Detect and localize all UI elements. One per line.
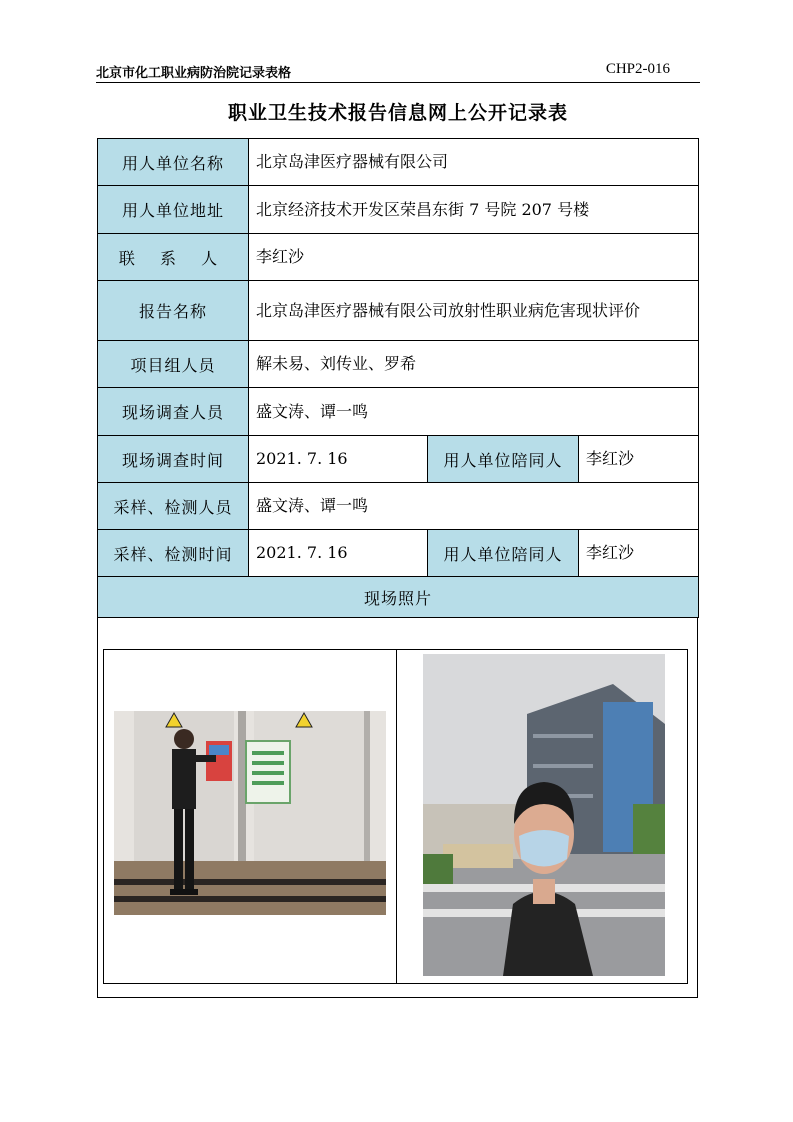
contact-label: 联 系 人 [98,234,249,281]
report-name-label: 报告名称 [98,281,249,341]
contact-value: 李红沙 [249,234,699,281]
sampling-staff-label: 采样、检测人员 [98,483,249,530]
row-sampling-time [98,530,699,577]
row-report-name [98,281,699,341]
row-employer-address [98,186,699,234]
form-title: 职业卫生技术报告信息网上公开记录表 [227,102,568,124]
row-sampling-staff [98,483,699,530]
photo-notice-posting [114,711,386,915]
row-contact [98,234,699,281]
photo-notice-posting-image [114,711,386,915]
employer-name-value: 北京岛津医疗器械有限公司 [249,139,699,186]
report-name-value: 北京岛津医疗器械有限公司放射性职业病危害现状评价 [249,281,699,341]
sampling-accompany-value: 李红沙 [579,530,699,577]
employer-name-label: 用人单位名称 [98,139,249,186]
survey-time-label: 现场调查时间 [98,436,249,483]
row-survey-staff [98,388,699,436]
employer-address-value: 北京经济技术开发区荣昌东街 7 号院 207 号楼 [249,186,699,234]
photos-heading: 现场照片 [98,577,699,618]
survey-staff-label: 现场调查人员 [98,388,249,436]
organization-name: 北京市化工职业病防治院记录表格 [96,66,292,81]
row-team [98,341,699,388]
sampling-accompany-label: 用人单位陪同人 [428,530,579,577]
record-table [97,138,699,618]
team-label: 项目组人员 [98,341,249,388]
survey-time-value: 2021. 7. 16 [249,436,428,483]
sampling-time-value: 2021. 7. 16 [249,530,428,577]
employer-address-label: 用人单位地址 [98,186,249,234]
row-photos-heading [98,577,699,618]
photo-divider [396,650,397,983]
survey-staff-value: 盛文涛、谭一鸣 [249,388,699,436]
survey-accompany-value: 李红沙 [579,436,699,483]
sampling-staff-value: 盛文涛、谭一鸣 [249,483,699,530]
photo-site-building [423,654,665,976]
photo-frame [103,649,688,984]
team-value: 解未易、刘传业、罗希 [249,341,699,388]
survey-accompany-label: 用人单位陪同人 [428,436,579,483]
photo-site-building-image [423,654,665,976]
document-header [96,60,700,83]
row-employer-name [98,139,699,186]
row-survey-time [98,436,699,483]
sampling-time-label: 采样、检测时间 [98,530,249,577]
form-code: CHP2-016 [605,61,670,77]
photos-section [97,618,698,998]
